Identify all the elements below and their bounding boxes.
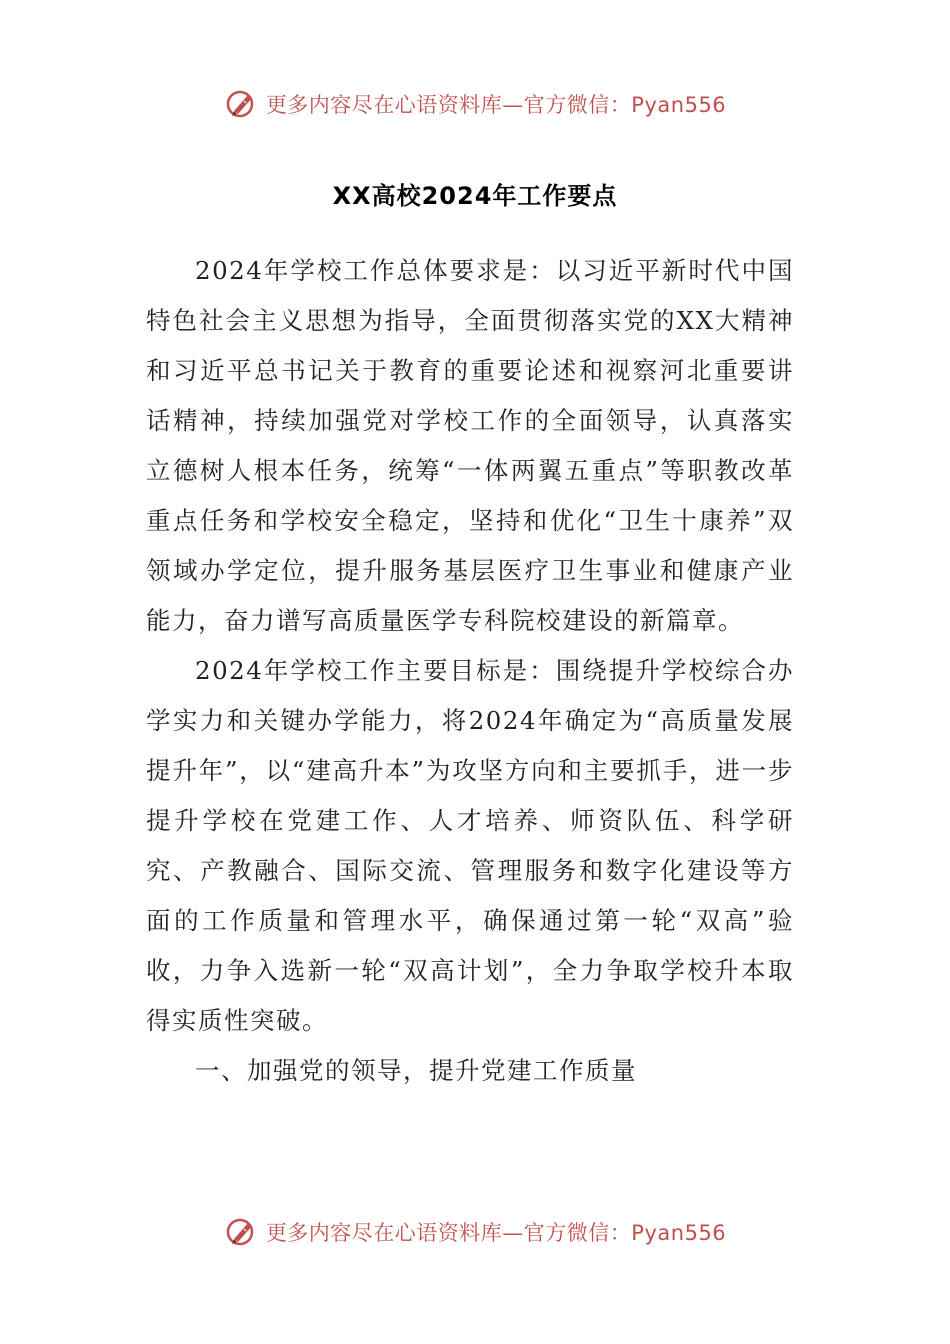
footer-banner-text: 更多内容尽在心语资料库—官方微信：Pyan556 xyxy=(265,1221,727,1245)
paragraph-main-goals: 2024年学校工作主要目标是：围绕提升学校综合办学实力和关键办学能力，将2024年确定为“高质量发展提升年”，以“建高升本”为攻坚方向和主要抓手，进一步提升学校在党建工作、人才培养、师资队伍、科学研究、产教融合、国际交流、管理服务和数字化建设等方面的工作质量和管理水平，确保通过第一轮“双高”验收，力争入选新一轮“双高计划”，全力争取学校升本取得实质性突破。 xyxy=(146,656,794,1035)
header-banner-text: 更多内容尽在心语资料库—官方微信：Pyan556 xyxy=(265,93,727,117)
pen-nib-circle-icon xyxy=(224,87,258,121)
document-body xyxy=(146,246,794,1096)
document-title: XX高校2024年工作要点 xyxy=(332,182,618,210)
section-heading: 一、加强党的领导，提升党建工作质量 xyxy=(195,1056,637,1085)
footer-banner xyxy=(0,1210,950,1254)
header-banner xyxy=(0,82,950,126)
paragraph-overall-requirements: 2024年学校工作总体要求是：以习近平新时代中国特色社会主义思想为指导，全面贯彻落实党的XX大精神和习近平总书记关于教育的重要论述和视察河北重要讲话精神，持续加强党对学校工作的全面领导，认真落实立德树人根本任务，统筹“一体两翼五重点”等职教改革重点任务和学校安全稳定，坚持和优化“卫生十康养”双领域办学定位，提升服务基层医疗卫生事业和健康产业能力，奋力谱写高质量医学专科院校建设的新篇章。 xyxy=(146,256,794,635)
pen-nib-circle-icon xyxy=(224,1215,258,1249)
